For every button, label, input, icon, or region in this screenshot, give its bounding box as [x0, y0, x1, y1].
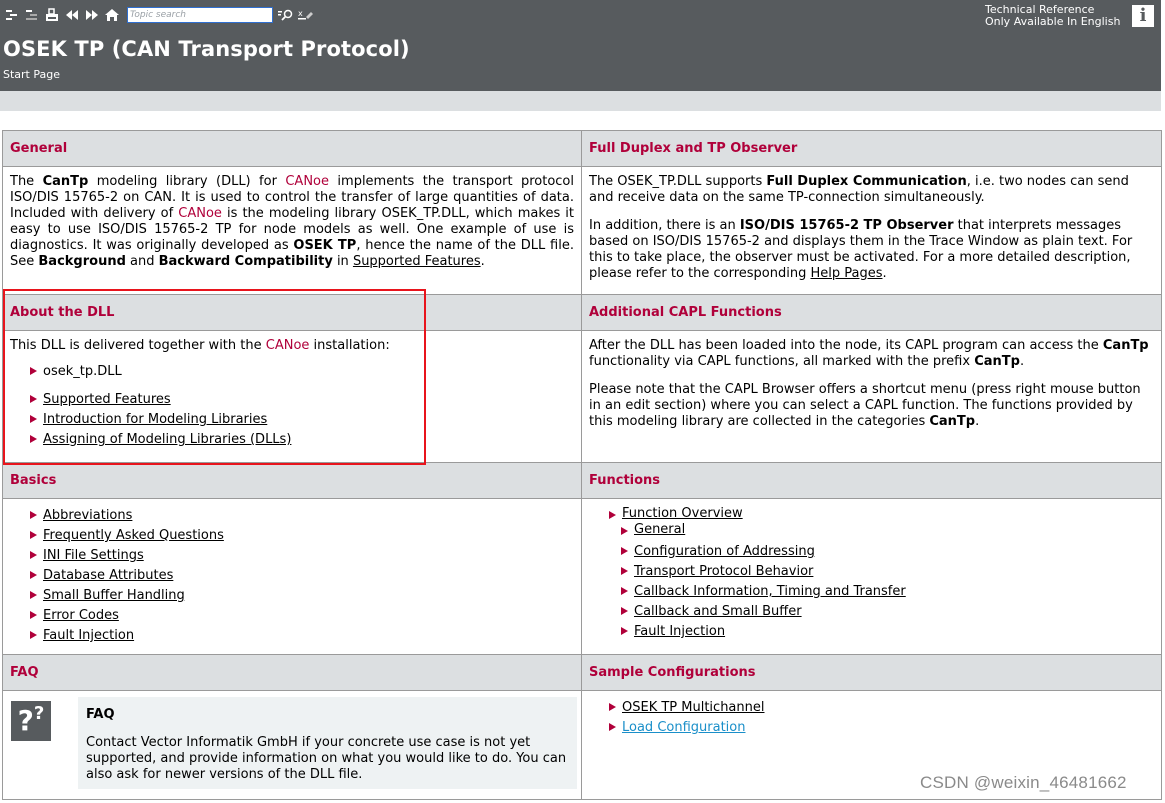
section-header-about-dll: About the DLL	[3, 295, 582, 331]
samples-list	[589, 698, 1154, 738]
list-item	[30, 506, 574, 526]
previous-icon[interactable]	[63, 6, 81, 24]
full-duplex-body	[582, 167, 1162, 295]
osek-tp-multichannel-link[interactable]: OSEK TP Multichannel	[622, 700, 765, 715]
list-item	[609, 698, 1154, 718]
database-attributes-link[interactable]: Database Attributes	[43, 568, 174, 583]
list-item	[621, 522, 1154, 538]
faq-box-title: FAQ	[86, 707, 115, 722]
faq-question-icon: ??	[11, 701, 51, 741]
basics-list	[10, 506, 574, 646]
list-item	[609, 718, 1154, 738]
list-item	[30, 526, 574, 546]
faq-callout	[3, 691, 581, 789]
capl-paragraph-1: After the DLL has been loaded into the node, its CAPL program can access the CanTp functionality via CAPL functions, all marked with the prefix CanTp.	[589, 338, 1149, 369]
info-icon[interactable]: i	[1132, 5, 1154, 27]
section-header-capl: Additional CAPL Functions	[582, 295, 1162, 331]
faq-box-text: Contact Vector Informatik GmbH if your concrete use case is not yet supported, and provide information on what you would like to do. You can also ask for newer versions of the DLL file.	[86, 735, 567, 782]
list-item	[30, 566, 574, 586]
list-item	[621, 562, 1154, 582]
hide-toc-icon[interactable]	[23, 6, 41, 24]
functions-list	[589, 506, 1154, 522]
capl-body	[582, 331, 1162, 463]
section-header-basics: Basics	[3, 463, 582, 499]
fault-injection-link[interactable]: Fault Injection	[43, 628, 135, 643]
faq-body	[3, 691, 582, 800]
general-text: The CanTp modeling library (DLL) for CANoe implements the transport protocol ISO/DIS 15765-2 on CAN. It is used to control the transfer of large quantities of data. Included with delivery of CANoe is the modeling library OSEK_TP.DLL, which makes it easy to use ISO/DIS 15765-2 TP for node models as well. One example of use is diagnostics. It was originally developed as OSEK TP, hence the name of the DLL file. See Background and Backward Compatibility in Supported Features.	[10, 174, 575, 269]
error-codes-link[interactable]: Error Codes	[43, 608, 119, 623]
show-toc-icon[interactable]	[3, 6, 21, 24]
list-item	[30, 626, 574, 646]
basics-body	[3, 499, 582, 655]
list-item	[30, 606, 574, 626]
list-item	[30, 390, 574, 410]
home-icon[interactable]	[103, 6, 121, 24]
tp-behavior-link[interactable]: Transport Protocol Behavior	[634, 564, 814, 579]
function-fault-injection-link[interactable]: Fault Injection	[634, 624, 726, 639]
load-configuration-link[interactable]: Load Configuration	[622, 720, 746, 735]
svg-text:x: x	[298, 9, 303, 18]
header-bar	[0, 0, 1161, 91]
full-duplex-paragraph: The OSEK_TP.DLL supports Full Duplex Communication, i.e. two nodes can send and receive data on the same TP-connection simultaneously.	[589, 174, 1129, 205]
faq-box	[78, 697, 577, 789]
breadcrumb: Start Page	[3, 68, 60, 81]
section-header-functions: Functions	[582, 463, 1162, 499]
header-strip	[0, 91, 1161, 111]
list-item	[621, 602, 1154, 622]
ini-settings-link[interactable]: INI File Settings	[43, 548, 144, 563]
print-icon[interactable]	[43, 6, 61, 24]
list-item	[30, 586, 574, 606]
next-icon[interactable]	[83, 6, 101, 24]
supported-features-link[interactable]: Supported Features	[43, 392, 171, 407]
dll-file-item: osek_tp.DLL	[30, 362, 574, 382]
list-item	[609, 506, 1154, 522]
assigning-modeling-libraries-link[interactable]: Assigning of Modeling Libraries (DLLs)	[43, 432, 292, 447]
functions-body	[582, 499, 1162, 655]
clear-highlight-icon[interactable]	[297, 6, 315, 24]
canoe-term: CANoe	[285, 174, 329, 189]
help-pages-link[interactable]: Help Pages	[810, 266, 883, 281]
callback-info-link[interactable]: Callback Information, Timing and Transfer	[634, 584, 906, 599]
toolbar	[3, 5, 317, 25]
technical-reference-note	[985, 4, 1120, 28]
list-item	[30, 546, 574, 566]
intro-modeling-libraries-link[interactable]: Introduction for Modeling Libraries	[43, 412, 268, 427]
list-item	[621, 582, 1154, 602]
capl-paragraph-2: Please note that the CAPL Browser offers a shortcut menu (press right mouse button in an edit section) where you can select a CAPL function. The functions provided by this modeling library are collected in the categories CanTp.	[589, 382, 1141, 429]
section-header-faq: FAQ	[3, 655, 582, 691]
list-item	[30, 410, 574, 430]
list-item	[621, 542, 1154, 562]
about-dll-intro: This DLL is delivered together with the CANoe installation:	[10, 338, 390, 353]
list-item	[621, 622, 1154, 642]
function-general-link[interactable]: General	[634, 522, 686, 537]
search-go-icon[interactable]	[277, 6, 295, 24]
page-title: OSEK TP (CAN Transport Protocol)	[3, 37, 410, 61]
callback-small-buffer-link[interactable]: Callback and Small Buffer	[634, 604, 802, 619]
tech-ref-line1: Technical Reference	[985, 3, 1095, 16]
start-page-grid	[2, 130, 1162, 800]
section-header-samples: Sample Configurations	[582, 655, 1162, 691]
about-dll-list	[10, 362, 574, 450]
section-header-general: General	[3, 131, 582, 167]
watermark: CSDN @weixin_46481662	[920, 773, 1127, 792]
functions-sub-list	[589, 522, 1154, 642]
tp-observer-paragraph: In addition, there is an ISO/DIS 15765-2 TP Observer that interprets messages based on ISO/DIS 15765-2 and displays them in the Trace Window as plain text. For this to take place, the observer must be activated. For a more detailed description, please refer to the corresponding Help Pages.	[589, 218, 1133, 281]
list-item	[30, 430, 574, 450]
general-body	[3, 167, 582, 295]
supported-features-link[interactable]: Supported Features	[352, 254, 481, 269]
small-buffer-link[interactable]: Small Buffer Handling	[43, 588, 185, 603]
configuration-addressing-link[interactable]: Configuration of Addressing	[634, 544, 815, 559]
topic-search-input[interactable]	[127, 7, 273, 23]
faq-link[interactable]: Frequently Asked Questions	[43, 528, 224, 543]
canoe-term: CANoe	[178, 206, 222, 221]
function-overview-link[interactable]: Function Overview	[622, 506, 743, 521]
about-dll-body	[3, 331, 582, 463]
abbreviations-link[interactable]: Abbreviations	[43, 508, 133, 523]
tech-ref-line2: Only Available In English	[985, 15, 1121, 28]
section-header-full-duplex: Full Duplex and TP Observer	[582, 131, 1162, 167]
